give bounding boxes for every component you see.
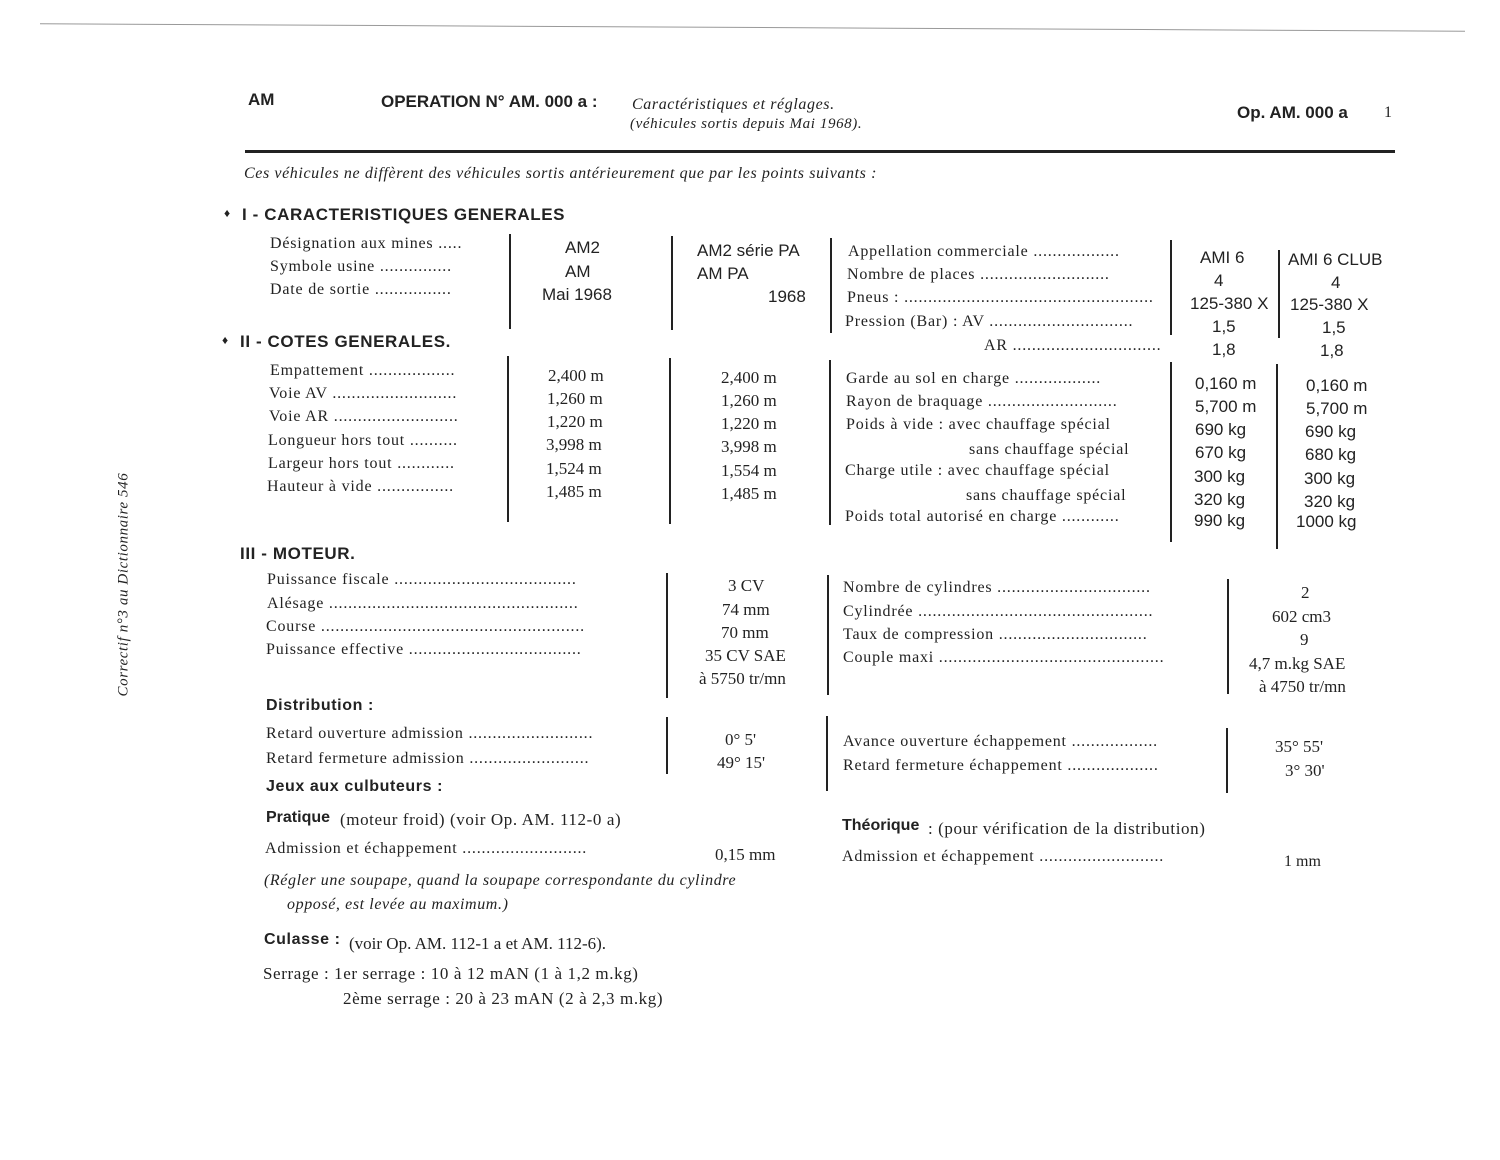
pratique-label: Admission et échappement .......................... <box>265 840 588 857</box>
sec2-right-label: Garde au sol en charge .................. <box>846 370 1102 387</box>
club-dim: 1000 kg <box>1296 512 1357 531</box>
am2-value: AM2 <box>565 238 600 257</box>
operation-title: Caractéristiques et réglages. <box>632 96 835 113</box>
distribution-right-value: 3° 30' <box>1285 761 1325 780</box>
am2-dim: 1,220 m <box>547 412 603 431</box>
pa-value: AM PA <box>697 264 749 283</box>
margin-note: Correctif n°3 au Dictionnaire 546 <box>115 472 132 697</box>
sec2-right-label: Rayon de braquage ........................... <box>846 393 1118 410</box>
divider <box>1226 728 1228 793</box>
ami6-dim: 990 kg <box>1194 511 1246 530</box>
pa-value: 1968 <box>768 287 806 306</box>
sec2-right-label: Poids à vide : avec chauffage spécial <box>846 416 1111 433</box>
sec1-right-label: Nombre de places ........................... <box>847 266 1110 283</box>
culasse-text: (voir Op. AM. 112-1 a et AM. 112-6). <box>349 934 607 953</box>
am2-dim: 1,260 m <box>547 389 603 408</box>
sec2-right-label: sans chauffage spécial <box>969 441 1130 458</box>
serrage-line: Serrage : 1er serrage : 10 à 12 mAN (1 à 1,2 m.kg) <box>263 964 639 983</box>
ami6-value: 1,5 <box>1212 317 1236 336</box>
sec2-label: Largeur hors tout ............ <box>268 455 455 472</box>
sec1-label: Désignation aux mines ..... <box>270 235 463 252</box>
club-dim: 0,160 m <box>1306 376 1368 395</box>
sec1-right-label: Pression (Bar) : AV .............................. <box>845 313 1134 330</box>
moteur-right-label: Cylindrée ................................................. <box>843 603 1154 620</box>
section-3-title: III - MOTEUR. <box>240 544 356 563</box>
pa-dim: 1,485 m <box>721 484 777 503</box>
operation-label: OPERATION N° AM. 000 a : <box>381 92 598 111</box>
moteur-label: Course ....................................................... <box>266 618 585 635</box>
sec1-label: Symbole usine ............... <box>270 258 452 275</box>
ami6-dim: 0,160 m <box>1195 374 1257 393</box>
divider <box>1170 362 1172 542</box>
club-value: 1,5 <box>1322 318 1346 337</box>
pa-value: AM2 série PA <box>697 241 800 260</box>
sec1-right-label: Pneus : .................................................... <box>847 289 1154 306</box>
operation-subtitle: (véhicules sortis depuis Mai 1968). <box>630 116 863 132</box>
moteur-right-label: Couple maxi ............................................... <box>843 649 1165 666</box>
moteur-right-value: 2 <box>1301 583 1310 602</box>
am2-dim: 3,998 m <box>546 435 602 454</box>
am2-dim: 1,524 m <box>546 459 602 478</box>
operation-ref: Op. AM. 000 a <box>1237 103 1348 122</box>
moteur-value: à 5750 tr/mn <box>699 669 786 688</box>
sec2-label: Longueur hors tout .......... <box>268 432 458 449</box>
distribution-right-label: Retard fermeture échappement ................... <box>843 757 1159 774</box>
divider <box>826 716 828 791</box>
sec2-right-label: Charge utile : avec chauffage spécial <box>845 462 1110 479</box>
intro-text: Ces véhicules ne diffèrent des véhicules sortis antérieurement que par les points suivants : <box>244 165 878 182</box>
sec2-label: Voie AV .......................... <box>269 385 458 402</box>
moteur-right-value: 9 <box>1300 630 1309 649</box>
sec1-label: Date de sortie ................ <box>270 281 452 298</box>
divider <box>1227 579 1229 694</box>
divider <box>666 573 668 698</box>
sec1-right-label: AR ............................... <box>984 337 1162 354</box>
pratique-text: (moteur froid) (voir Op. AM. 112-0 a) <box>340 810 622 829</box>
distribution-label: Retard fermeture admission ......................... <box>266 750 590 767</box>
divider <box>1170 240 1172 335</box>
divider <box>666 717 668 774</box>
pa-dim: 1,220 m <box>721 414 777 433</box>
moteur-label: Puissance effective .................................... <box>266 641 582 658</box>
adjust-note: (Régler une soupape, quand la soupape correspondante du cylindre <box>264 872 737 889</box>
club-dim: 690 kg <box>1305 422 1357 441</box>
distribution-right-value: 35° 55' <box>1275 737 1324 756</box>
moteur-right-value: à 4750 tr/mn <box>1259 677 1346 696</box>
section-2-title: II - COTES GENERALES. <box>240 332 451 351</box>
theorique-label: Admission et échappement .......................... <box>842 848 1165 865</box>
ami6-dim: 670 kg <box>1195 443 1247 462</box>
page-number: 1 <box>1384 104 1392 121</box>
club-value: 4 <box>1331 273 1341 292</box>
am2-dim: 2,400 m <box>548 366 604 385</box>
sec2-right-label: sans chauffage spécial <box>966 487 1127 504</box>
am2-dim: 1,485 m <box>546 482 602 501</box>
moteur-right-value: 4,7 m.kg SAE <box>1249 654 1346 673</box>
sec2-label: Empattement .................. <box>270 362 456 379</box>
moteur-value: 70 mm <box>721 623 769 642</box>
divider <box>671 236 673 330</box>
section-1-title: I - CARACTERISTIQUES GENERALES <box>242 205 566 224</box>
divider <box>827 575 829 695</box>
ami6-dim: 320 kg <box>1194 490 1246 509</box>
divider <box>509 234 511 329</box>
am2-value: Mai 1968 <box>542 285 612 304</box>
divider <box>1276 364 1278 549</box>
moteur-value: 74 mm <box>722 600 770 619</box>
distribution-label: Retard ouverture admission .......................... <box>266 725 594 742</box>
ami6-value: 125-380 X <box>1190 294 1269 313</box>
theorique-value: 1 mm <box>1284 853 1321 870</box>
distribution-value: 49° 15' <box>717 753 766 772</box>
bullet-icon: ♦ <box>224 206 231 220</box>
sec2-right-label: Poids total autorisé en charge ............ <box>845 508 1120 525</box>
divider <box>669 358 671 524</box>
theorique-title: Théorique <box>842 817 920 834</box>
ami6-dim: 5,700 m <box>1195 397 1257 416</box>
moteur-right-value: 602 cm3 <box>1272 607 1332 626</box>
pratique-value: 0,15 mm <box>715 845 776 864</box>
moteur-value: 35 CV SAE <box>705 646 786 665</box>
distribution-value: 0° 5' <box>725 730 757 749</box>
moteur-right-label: Taux de compression ............................... <box>843 626 1148 643</box>
ami6-value: AMI 6 <box>1200 248 1245 267</box>
club-dim: 5,700 m <box>1306 399 1368 418</box>
pa-dim: 1,554 m <box>721 461 777 480</box>
distribution-title: Distribution : <box>266 697 374 714</box>
divider <box>507 356 509 522</box>
sec2-label: Hauteur à vide ................ <box>267 478 454 495</box>
pa-dim: 1,260 m <box>721 391 777 410</box>
bullet-icon: ♦ <box>222 333 229 347</box>
pa-dim: 2,400 m <box>721 368 777 387</box>
club-value: 125-380 X <box>1290 295 1369 314</box>
am2-value: AM <box>565 262 591 281</box>
club-dim: 300 kg <box>1304 469 1356 488</box>
ami6-value: 4 <box>1214 271 1224 290</box>
ami6-dim: 300 kg <box>1194 467 1246 486</box>
club-dim: 320 kg <box>1304 492 1356 511</box>
moteur-right-label: Nombre de cylindres ................................ <box>843 579 1151 596</box>
jeux-title: Jeux aux culbuteurs : <box>266 778 444 795</box>
moteur-value: 3 CV <box>728 576 765 595</box>
sec1-right-label: Appellation commerciale .................. <box>848 243 1120 260</box>
culasse-title: Culasse : <box>264 931 341 948</box>
distribution-right-label: Avance ouverture échappement .................. <box>843 733 1158 750</box>
theorique-text: : (pour vérification de la distribution) <box>928 819 1206 838</box>
divider <box>829 360 831 525</box>
moteur-label: Puissance fiscale ...................................... <box>267 571 577 588</box>
divider <box>830 238 832 333</box>
ami6-value: 1,8 <box>1212 340 1236 359</box>
moteur-label: Alésage .................................................... <box>267 595 579 612</box>
divider <box>1278 250 1280 338</box>
pa-dim: 3,998 m <box>721 437 777 456</box>
header-code: AM <box>248 90 275 109</box>
scan-edge-line <box>40 23 1465 31</box>
header-rule <box>245 150 1395 153</box>
ami6-dim: 690 kg <box>1195 420 1247 439</box>
club-value: 1,8 <box>1320 341 1344 360</box>
pratique-title: Pratique <box>266 809 331 826</box>
club-dim: 680 kg <box>1305 445 1357 464</box>
sec2-label: Voie AR .......................... <box>269 408 459 425</box>
club-value: AMI 6 CLUB <box>1288 250 1383 269</box>
serrage-line: 2ème serrage : 20 à 23 mAN (2 à 2,3 m.kg) <box>343 989 664 1008</box>
adjust-note: opposé, est levée au maximum.) <box>287 896 509 913</box>
